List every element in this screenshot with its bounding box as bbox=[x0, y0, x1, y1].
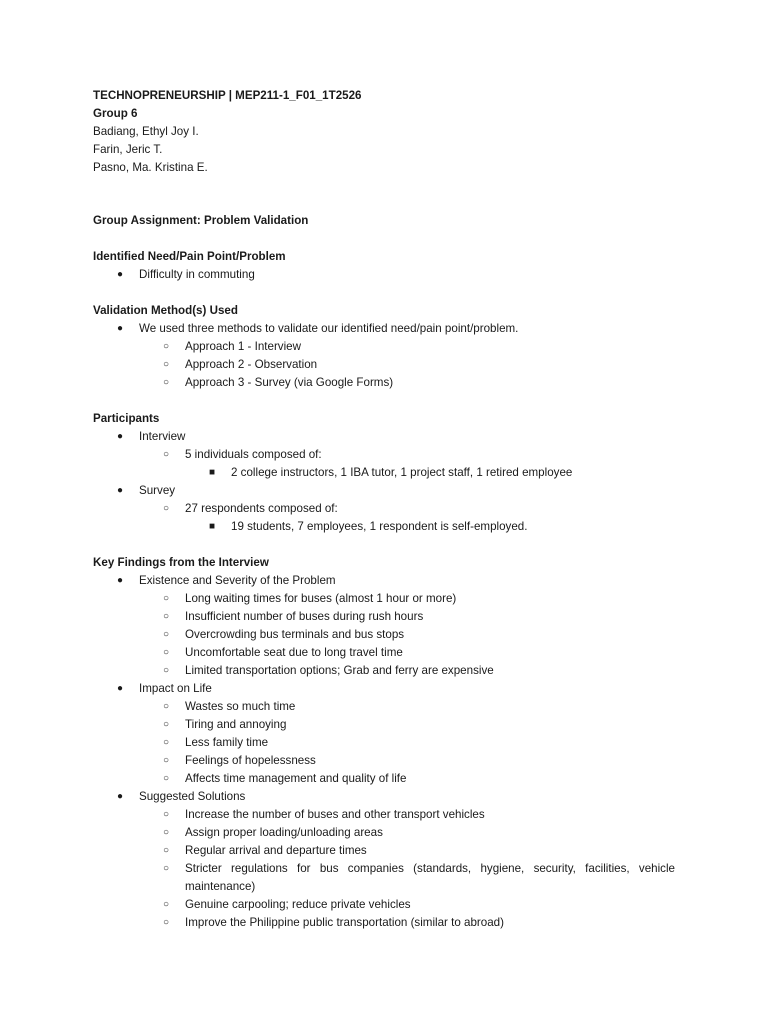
list-item: ■ 19 students, 7 employees, 1 respondent is self-employed. bbox=[93, 518, 675, 536]
hollow-circle-bullet-icon: ○ bbox=[162, 701, 170, 712]
hollow-circle-bullet-icon: ○ bbox=[162, 341, 170, 352]
list-item: ○ Uncomfortable seat due to long travel time bbox=[93, 644, 675, 662]
list-item: ○ Approach 2 - Observation bbox=[93, 356, 675, 374]
member-name: Farin, Jeric T. bbox=[93, 143, 163, 156]
list-item: ○ Stricter regulations for bus companies (standards, hygiene, security, facilities, vehicle maintenance) bbox=[93, 860, 675, 896]
hollow-circle-bullet-icon: ○ bbox=[162, 449, 170, 460]
list-item: ○ Tiring and annoying bbox=[93, 716, 675, 734]
list-item: ● Suggested Solutions bbox=[93, 788, 675, 806]
list-item: ● Survey bbox=[93, 482, 675, 500]
filled-circle-bullet-icon: ● bbox=[116, 683, 124, 694]
filled-circle-bullet-icon: ● bbox=[116, 485, 124, 496]
hollow-circle-bullet-icon: ○ bbox=[162, 647, 170, 658]
hollow-circle-bullet-icon: ○ bbox=[162, 827, 170, 838]
list-item: ○ 27 respondents composed of: bbox=[93, 500, 675, 518]
list-item: ■ 2 college instructors, 1 IBA tutor, 1 project staff, 1 retired employee bbox=[93, 464, 675, 482]
hollow-circle-bullet-icon: ○ bbox=[162, 629, 170, 640]
list-item: ● We used three methods to validate our identified need/pain point/problem. bbox=[93, 320, 675, 338]
filled-circle-bullet-icon: ● bbox=[116, 431, 124, 442]
hollow-circle-bullet-icon: ○ bbox=[162, 665, 170, 676]
assignment-title: Group Assignment: Problem Validation bbox=[93, 214, 309, 227]
list-item: ● Interview bbox=[93, 428, 675, 446]
hollow-circle-bullet-icon: ○ bbox=[162, 359, 170, 370]
filled-circle-bullet-icon: ● bbox=[116, 791, 124, 802]
course-title: TECHNOPRENEURSHIP | MEP211-1_F01_1T2526 bbox=[93, 89, 362, 102]
list-item: ○ 5 individuals composed of: bbox=[93, 446, 675, 464]
section-heading-methods: Validation Method(s) Used bbox=[93, 304, 238, 317]
hollow-circle-bullet-icon: ○ bbox=[162, 899, 170, 910]
hollow-circle-bullet-icon: ○ bbox=[162, 863, 170, 874]
square-bullet-icon: ■ bbox=[208, 467, 216, 478]
list-item: ○ Wastes so much time bbox=[93, 698, 675, 716]
document-page bbox=[93, 87, 675, 932]
list-item: ● Difficulty in commuting bbox=[93, 266, 675, 284]
hollow-circle-bullet-icon: ○ bbox=[162, 593, 170, 604]
list-item: ○ Insufficient number of buses during rush hours bbox=[93, 608, 675, 626]
hollow-circle-bullet-icon: ○ bbox=[162, 611, 170, 622]
list-item: ○ Assign proper loading/unloading areas bbox=[93, 824, 675, 842]
list-item: ○ Approach 3 - Survey (via Google Forms) bbox=[93, 374, 675, 392]
hollow-circle-bullet-icon: ○ bbox=[162, 809, 170, 820]
section-heading-need: Identified Need/Pain Point/Problem bbox=[93, 250, 286, 263]
square-bullet-icon: ■ bbox=[208, 521, 216, 532]
hollow-circle-bullet-icon: ○ bbox=[162, 755, 170, 766]
filled-circle-bullet-icon: ● bbox=[116, 269, 124, 280]
list-item: ○ Increase the number of buses and other transport vehicles bbox=[93, 806, 675, 824]
list-item: ○ Feelings of hopelessness bbox=[93, 752, 675, 770]
hollow-circle-bullet-icon: ○ bbox=[162, 845, 170, 856]
filled-circle-bullet-icon: ● bbox=[116, 575, 124, 586]
hollow-circle-bullet-icon: ○ bbox=[162, 503, 170, 514]
list-item: ● Impact on Life bbox=[93, 680, 675, 698]
hollow-circle-bullet-icon: ○ bbox=[162, 737, 170, 748]
member-name: Badiang, Ethyl Joy I. bbox=[93, 125, 199, 138]
list-item: ○ Long waiting times for buses (almost 1 hour or more) bbox=[93, 590, 675, 608]
list-item: ○ Approach 1 - Interview bbox=[93, 338, 675, 356]
list-item: ○ Limited transportation options; Grab and ferry are expensive bbox=[93, 662, 675, 680]
list-item: ○ Less family time bbox=[93, 734, 675, 752]
list-item: ○ Regular arrival and departure times bbox=[93, 842, 675, 860]
member-name: Pasno, Ma. Kristina E. bbox=[93, 161, 208, 174]
list-item: ● Existence and Severity of the Problem bbox=[93, 572, 675, 590]
hollow-circle-bullet-icon: ○ bbox=[162, 773, 170, 784]
hollow-circle-bullet-icon: ○ bbox=[162, 917, 170, 928]
filled-circle-bullet-icon: ● bbox=[116, 323, 124, 334]
hollow-circle-bullet-icon: ○ bbox=[162, 719, 170, 730]
list-item: ○ Overcrowding bus terminals and bus stops bbox=[93, 626, 675, 644]
section-heading-participants: Participants bbox=[93, 412, 160, 425]
list-item: ○ Affects time management and quality of life bbox=[93, 770, 675, 788]
list-item: ○ Genuine carpooling; reduce private vehicles bbox=[93, 896, 675, 914]
section-heading-findings: Key Findings from the Interview bbox=[93, 556, 269, 569]
hollow-circle-bullet-icon: ○ bbox=[162, 377, 170, 388]
list-item: ○ Improve the Philippine public transportation (similar to abroad) bbox=[93, 914, 675, 932]
group-name: Group 6 bbox=[93, 107, 138, 120]
